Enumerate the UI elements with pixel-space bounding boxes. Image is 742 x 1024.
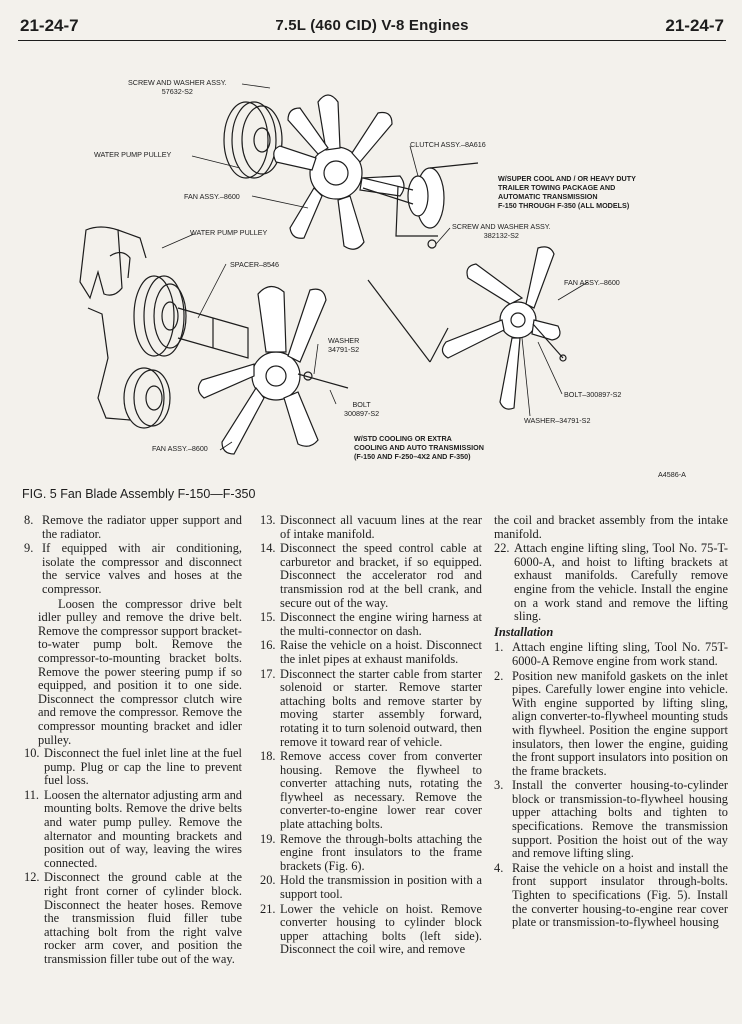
label-washer-right: WASHER–34791-S2 [524,416,591,425]
label-super-cool-note: W/SUPER COOL AND / OR HEAVY DUTY TRAILER TOWING PACKAGE AND AUTOMATIC TRANSMISSION F-150 THROUGH F-350 (ALL MODELS) [498,174,636,210]
page-header [18,14,726,41]
step-18: 18. Remove access cover from converter housing. Remove the flywheel to converter attaching nuts, rotating the flywheel as necessary. Remove the converter-to-engine lower rear cover plate attaching bolts. [260,749,482,832]
text-column-2 [260,514,482,958]
install-step-3: 3. Install the converter housing-to-cylinder block or transmission-to-flywheel housing upper attaching bolts and tighten to specifications. Remove the transmission support. Position the hoist out of the way and remove lifting sling. [494,778,728,861]
label-std-cooling-note: W/STD COOLING OR EXTRA COOLING AND AUTO TRANSMISSION (F-150 AND F-250–4X2 AND F-350) [354,434,484,461]
label-spacer: SPACER–8546 [230,260,280,269]
fan-right-drawing [442,247,560,409]
step-9: 9. If equipped with air conditioning, isolate the compressor and disconnect the service valves and hoses at the compressor. [24,541,242,596]
label-clutch-assy: CLUTCH ASSY.–8A616 [410,140,486,149]
text-column-3 [494,514,728,931]
step-21-continued: the coil and bracket assembly from the intake manifold. [494,513,728,541]
step-9-continued: Loosen the compressor drive belt idler pulley and remove the drive belt. Remove the compressor support bracket-to-water pump bolt. Remove the compressor-to-mounting bracket bolts. Remove the power steering pump if so equipped, and position it to one side. Disconnect the compressor clutch wire and remove the compressor. Remove the compressor mounting bracket and idler pulley. [38,596,242,747]
water-pump-pulley-top-drawing [224,102,282,178]
fan-assembly-drawing [18,58,726,488]
step-20: 20. Hold the transmission in position with a support tool. [260,873,482,902]
label-screw-washer-1: SCREW AND WASHER ASSY. 57632-S2 [128,78,227,96]
label-bolt-right: BOLT–300897-S2 [564,390,622,399]
step-17: 17. Disconnect the starter cable from starter solenoid or starter. Remove starter attaching bolts and remove starter by moving starter assembly forward, rotating it to turn solenoid outward, then remove it toward rear of vehicle. [260,666,482,749]
install-step-1: 1. Attach engine lifting sling, Tool No. 75T-6000-A Remove engine from work stand. [494,640,728,668]
page-title: 7.5L (460 CID) V-8 Engines [275,17,469,34]
installation-heading: Installation [494,624,554,639]
label-fan-assy-right: FAN ASSY.–8600 [564,278,620,287]
label-screw-washer-2: SCREW AND WASHER ASSY. 382132-S2 [452,222,551,240]
label-fan-assy-bottom: FAN ASSY.–8600 [152,444,208,453]
step-11: 11. Loosen the alternator adjusting arm and mounting bolts. Remove the drive belts and water pump pulley. Remove the alternator and mounting brackets and position out of way, leaving the wires connected. [24,787,242,870]
step-15: 15. Disconnect the engine wiring harness at the multi-connector on dash. [260,610,482,638]
fan-lower-center-drawing [198,286,326,454]
page-number-right: 21-24-7 [665,16,724,35]
step-12: 12. Disconnect the ground cable at the right front corner of cylinder block. Disconnect the heater hoses. Remove the transmission fluid filler tube attaching bolt from the right valve rocker arm cover, and position the transmission filler tube out of the way. [24,870,242,966]
install-step-2: 2. Position new manifold gaskets on the inlet pipes. Carefully lower engine into vehicle. With engine supported by lifting sling, align converter-to-flywheel mounting studs with flywheel. Position the engine support insulators, then lower the engine, guiding the front support insulators into position on the frame brackets. [494,668,728,778]
text-column-1 [24,514,242,968]
water-pump-pulley-lower-drawing [124,276,186,428]
step-13: 13. Disconnect all vacuum lines at the rear of intake manifold. [260,513,482,541]
step-21: 21. Lower the vehicle on hoist. Remove converter housing to cylinder block upper attaching bolts (left side). Disconnect the coil wire, and remove [260,901,482,957]
step-22: 22. Attach engine lifting sling, Tool No. 75-T-6000-A, and hoist to lifting brackets at exhaust manifolds. Carefully remove engine from the vehicle. Install the engine on a work stand and remove the lifting sling. [494,541,728,624]
label-water-pump-pulley-mid: WATER PUMP PULLEY [190,228,268,237]
step-19: 19. Remove the through-bolts attaching the engine front insulators to the frame brackets (Fig. 6). [260,831,482,873]
figure-id: A4586-A [658,470,686,479]
fan-top-drawing [274,95,404,249]
body-text [24,514,726,1006]
figure-caption: FIG. 5 Fan Blade Assembly F-150—F-350 [22,487,256,501]
label-water-pump-pulley-top: WATER PUMP PULLEY [94,150,172,159]
step-14: 14. Disconnect the speed control cable at carburetor and bracket, if so equipped. Disconnect the accelerator rod and transmission rod at the bell crank, and secure out of the way. [260,541,482,610]
fan-clutch-drawing [363,163,478,228]
step-8: 8. Remove the radiator upper support and the radiator. [24,513,242,541]
engine-block-drawing [80,227,146,420]
step-16: 16. Raise the vehicle on a hoist. Disconnect the inlet pipes at exhaust manifolds. [260,638,482,666]
install-step-4: 4. Raise the vehicle on a hoist and install the front support insulator through-bolts. Tighten to specifications (Fig. 5). Install the converter housing-to-engine rear cover plate or transmission-to-flywheel housing [494,860,728,930]
page-number-left: 21-24-7 [20,16,79,35]
label-fan-assy-top: FAN ASSY.–8600 [184,192,240,201]
step-10: 10. Disconnect the fuel inlet line at the fuel pump. Plug or cap the line to prevent fuel loss. [24,746,242,788]
label-washer-center: WASHER 34791-S2 [328,336,360,354]
label-bolt-center: BOLT 300897-S2 [344,400,380,418]
fan-blade-figure [18,58,726,488]
